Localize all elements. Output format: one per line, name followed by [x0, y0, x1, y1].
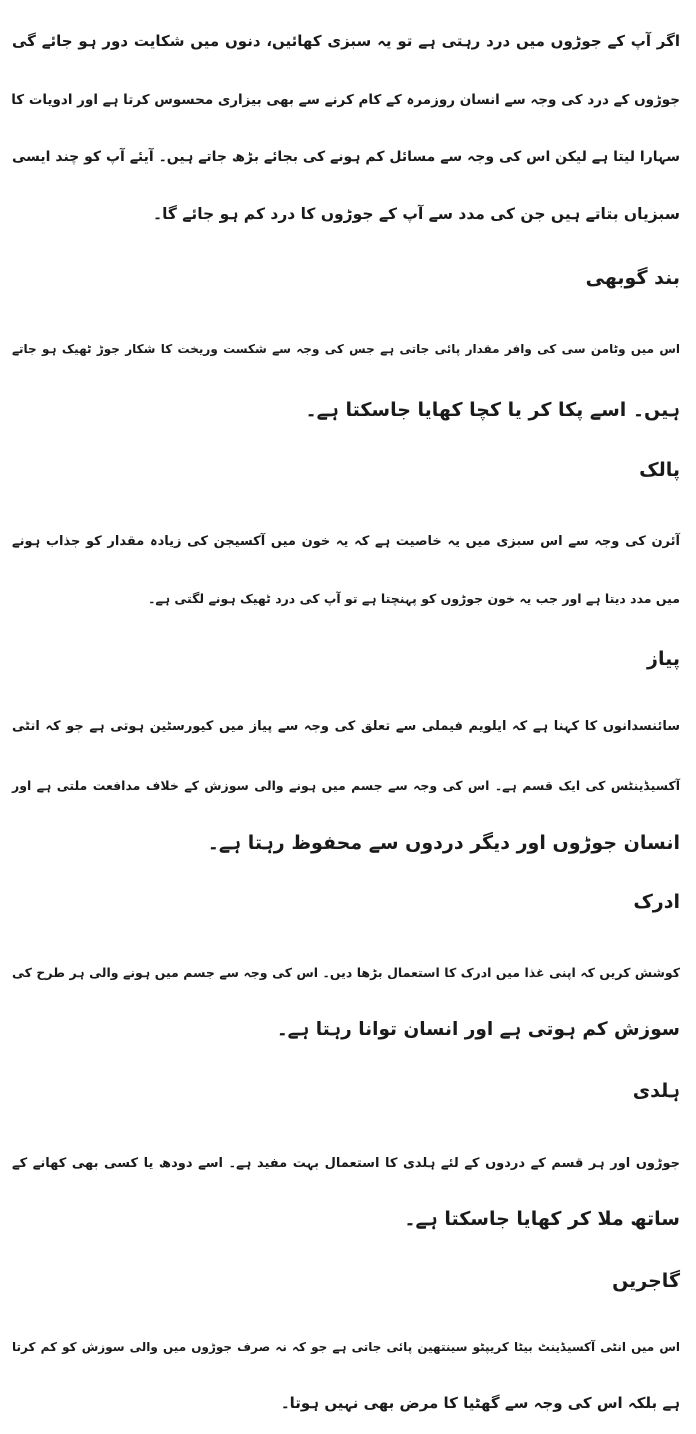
cabbage-line-1: اس میں وٹامن سی کی وافر مقدار پائی جاتی ہے جس کی وجہ سے شکست وریخت کا شکار جوڑ ٹھیک ہو جاتے [12, 342, 680, 356]
ginger-line-2: سوزش کم ہوتی ہے اور انسان توانا رہتا ہے۔ [276, 1019, 680, 1040]
intro-line-1: اگر آپ کے جوڑوں میں درد رہتی ہے تو یہ سبزی کھائیں، دنوں میں شکایت دور ہو جائے گی [12, 32, 680, 50]
intro-line-4: سبزیاں بتاتے ہیں جن کی مدد سے آپ کے جوڑوں کا درد کم ہو جائے گا۔ [153, 205, 680, 223]
turmeric-line-1: جوڑوں اور ہر قسم کے دردوں کے لئے ہلدی کا استعمال بہت مفید ہے۔ اسے دودھ یا کسی بھی کھانے کے [12, 1156, 680, 1171]
heading-turmeric: ہلدی [632, 1080, 680, 1102]
heading-onion: پیاز [647, 648, 680, 670]
intro-line-2: جوڑوں کے درد کی وجہ سے انسان روزمرہ کے کام کرنے سے بھی بیزاری محسوس کرتا ہے اور ادویات کا [11, 92, 680, 108]
heading-cabbage: بند گوبھی [585, 267, 680, 289]
onion-line-3: انسان جوڑوں اور دیگر دردوں سے محفوظ رہتا ہے۔ [207, 832, 680, 854]
carrots-line-2: ہے بلکہ اس کی وجہ سے گھٹیا کا مرض بھی نہیں ہوتا۔ [280, 1394, 680, 1412]
carrots-line-1: اس میں انٹی آکسیڈینٹ بیٹا کریپٹو سینتھین پائی جاتی ہے جو کہ نہ صرف جوڑوں میں والی سوزش کو کم کرتا [12, 1340, 680, 1354]
spinach-line-2: میں مدد دیتا ہے اور جب یہ خون جوڑوں کو پہنچتا ہے تو آپ کی درد ٹھیک ہونے لگتی ہے۔ [148, 591, 680, 606]
heading-ginger: ادرک [633, 891, 680, 913]
turmeric-line-2: ساتھ ملا کر کھایا جاسکتا ہے۔ [404, 1208, 680, 1230]
spinach-line-1: آئرن کی وجہ سے اس سبزی میں یہ خاصیت ہے کہ یہ خون میں آکسیجن کی زیادہ مقدار کو جذاب ہونے [12, 534, 680, 549]
ginger-line-1: کوشش کریں کہ اپنی غذا میں ادرک کا استعمال بڑھا دیں۔ اس کی وجہ سے جسم میں ہونے والی ہر طرح کی [12, 965, 680, 980]
heading-carrots: گاجریں [612, 1270, 680, 1292]
cabbage-line-2: ہیں۔ اسے پکا کر یا کچا کھایا جاسکتا ہے۔ [305, 399, 680, 421]
intro-line-3: سہارا لیتا ہے لیکن اس کی وجہ سے مسائل کم ہونے کی بجائے بڑھ جاتے ہیں۔ آیئے آپ کو چند ایسی [12, 149, 680, 165]
onion-line-2: آکسیڈینٹس کی ایک قسم ہے۔ اس کی وجہ سے جسم میں ہونے والی سوزش کے خلاف مدافعت ملتی ہے اور [12, 778, 680, 793]
onion-line-1: سائنسدانوں کا کہنا ہے کہ ایلویم فیملی سے تعلق کی وجہ سے پیاز میں کیورسٹین ہوتی ہے جو کہ انٹی [12, 719, 680, 734]
heading-spinach: پالک [639, 459, 680, 481]
